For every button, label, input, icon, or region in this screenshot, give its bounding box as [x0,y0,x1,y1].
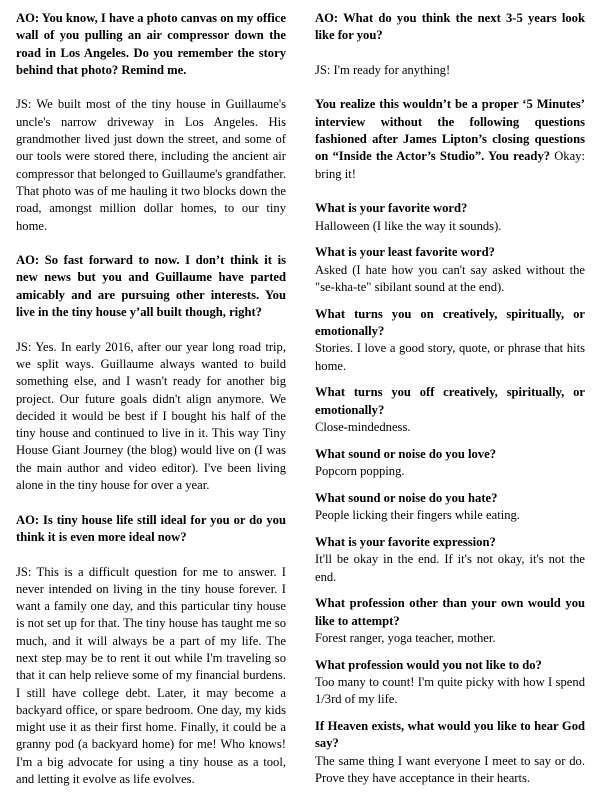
qa-item [315,200,585,235]
left-column [16,10,286,806]
qa-answer: People licking their fingers while eating. [315,508,520,523]
qa-question: What sound or noise do you love? [315,446,497,461]
qa-question: What sound or noise do you hate? [315,490,498,505]
qa-answer: Popcorn popping. [315,464,405,479]
lipton-intro-reply: Okay: bring it! [315,149,585,181]
qa-item [315,244,585,296]
qa-answer: It'll be okay in the end. If it's not okay, it's not the end. [315,552,585,584]
qa-item [315,384,585,436]
question-paragraph: AO: You know, I have a photo canvas on my office wall of you pulling an air compressor down the road in Los Angeles. Do you remember the story behind that photo? Remind me. [16,11,286,77]
qa-item [315,306,585,375]
right-column [315,10,585,797]
question-paragraph: AO: So fast forward to now. I don’t think it is new news but you and Guillaume have parted amicably and are pursuing other interests. You live in the tiny house y’all built though, right? [16,253,286,320]
answer-paragraph: JS: Yes. In early 2016, after our year long road trip, we split ways. Guillaume always wanted to build something else, and I wasn't ready for another big project. Our future goals didn't align anymore. We decided it would be best if I bought his half of the tiny house and continued to live in it. This way Tiny House Giant Journey (the blog) would live on (I was the main author and video editor). I've been living alone in the tiny house for over a year. [16,339,286,493]
qa-answer: Too many to count! I'm quite picky with how I spend 1/3rd of my life. [315,675,585,707]
qa-question: If Heaven exists, what would you like to hear God say? [315,719,585,751]
question-paragraph: AO: What do you think the next 3-5 years look like for you? [315,11,585,43]
qa-question: What turns you on creatively, spiritually, or emotionally? [315,306,585,339]
qa-answer: Close-mindedness. [315,420,411,435]
lipton-intro-paragraph [315,96,585,182]
qa-answer: Forest ranger, yoga teacher, mother. [315,631,496,645]
qa-item [315,446,585,481]
question-paragraph: AO: Is tiny house life still ideal for you or do you think it is even more ideal now? [16,512,286,544]
qa-question: What is your favorite expression? [315,535,496,550]
qa-question: What profession would you not like to do? [315,657,542,672]
qa-item [315,534,585,586]
lipton-intro-bold: You realize this wouldn’t be a proper ‘5 Minutes’ interview without the following questions fashioned after James Lipton’s closing questions on “Inside the Actor’s Studio”. You ready? [315,97,585,164]
qa-item [315,595,585,647]
answer-paragraph: JS: I'm ready for anything! [315,62,451,77]
answer-paragraph: JS: We built most of the tiny house in Guillaume's uncle's narrow driveway in Los Angeles. His grandmother lived just down the street, and some of our tools were stored there, including the ancient air compressor that belonged to Guillaume's grandfather. That photo was of me hauling it two blocks down the road, amongst million dollar homes, to our tiny home. [16,97,286,233]
qa-question: What turns you off creatively, spiritually, or emotionally? [315,385,585,417]
answer-paragraph: JS: This is a difficult question for me to answer. I never intended on living in the tiny house forever. I want a family one day, and this particular tiny house is not set up for that. The tiny house has taught me so much, and it will always be a part of my life. The next step may be to rent it out while I'm traveling so that it can help relieve some of my financial burdens. I still have college debt. Later, it may become a backyard office, or spare bedroom. One day, my kids might use it as their first home. Finally, it could be a granny pod (a backyard home) for me! Who knows! I'm a big advocate for using a tiny house as a tool, and letting it evolve as life evolves. [16,564,286,787]
qa-answer: Halloween (I like the way it sounds). [315,218,502,233]
qa-item [315,718,585,787]
qa-question: What profession other than your own would you like to attempt? [315,596,585,628]
qa-answer: Stories. I love a good story, quote, or phrase that hits home. [315,341,585,373]
qa-question: What is your least favorite word? [315,245,495,260]
qa-answer: Asked (I hate how you can't say asked without the "se-kha-te" sibilant sound at the end). [315,262,585,294]
qa-question: What is your favorite word? [315,201,468,216]
qa-item [315,490,585,525]
qa-answer: The same thing I want everyone I meet to say or do. Prove they have acceptance in their hearts. [315,753,585,786]
qa-item [315,657,585,709]
